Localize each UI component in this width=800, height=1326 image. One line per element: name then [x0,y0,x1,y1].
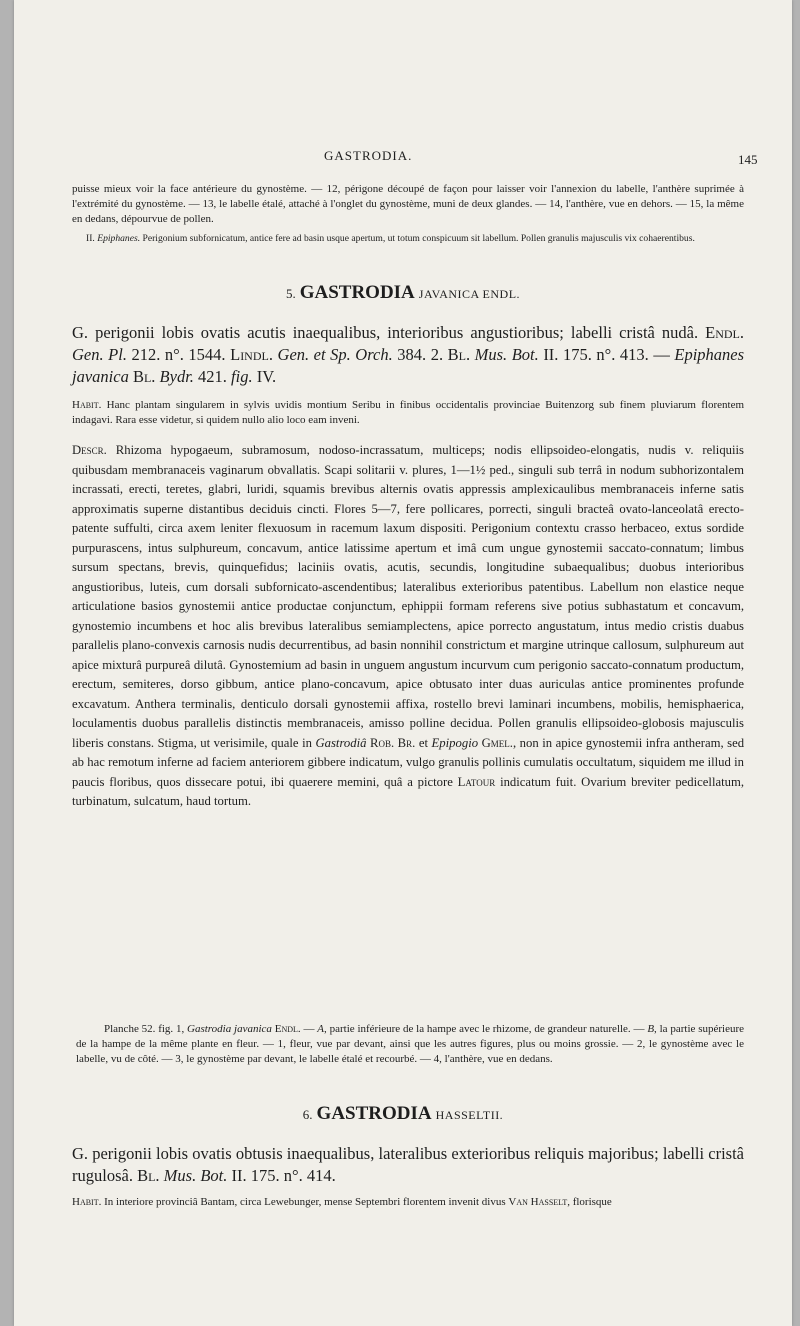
ref-cite-bl: II. 175. n°. 413. — [543,345,670,364]
description-author-rob-br: Rob. Br. [370,735,416,750]
synonym-cite: 421. [198,367,227,386]
plate-author: Endl. [274,1023,301,1035]
note-text: Perigonium subfornicatum, antice fere ad basin usque apertum, ut totum conspicuum sit labellum. Pollen granulis majusculis vix cohaerentibus. [142,233,695,244]
note-genus-name: Epiphanes. [97,233,141,244]
ref-work-bl: Mus. Bot. [474,345,539,364]
ref-cite-endl: 212. n°. 1544. [131,345,226,364]
note-epiphanes [86,232,736,245]
synonym-author: Bl. [132,367,156,386]
species-genus: GASTRODIA [299,282,415,303]
description-et: et [418,735,429,750]
synonym-fig-number: IV. [256,367,277,386]
ref-author-endl: Endl. [705,323,744,342]
species-epithet: HASSELTII. [435,1108,504,1122]
description-label: Descr. [72,443,107,457]
habitat-javanica [72,398,744,428]
book-page [14,0,792,1326]
plate-figure-a: A [317,1023,325,1035]
habitat-label: Habit. [72,399,102,411]
ref-work-bl: Mus. Bot. [163,1166,228,1185]
diagnosis-text: G. perigonii lobis ovatis acutis inaequalibus, interioribus angustioribus; labelli cristâ nudâ. [72,323,699,342]
description-painter: Latour [457,774,496,789]
collector-name: Van Hasselt [508,1196,568,1208]
species-genus: GASTRODIA [316,1103,432,1124]
synonym-work: Bydr. [159,367,194,386]
plate-figure-b: B [647,1023,655,1035]
habitat-text: In interiore provinciâ Bantam, circa Lewebunger, mense Septembri florentem invenit divus [104,1196,506,1208]
diagnosis-hasseltii [72,1143,744,1187]
habitat-text: Hanc plantam singularem in sylvis uvidis montium Seribu in finibus occidentalis provinciae Buitenzorg sub finem pluviarum florentem indagavi. Rara esse videtur, si quidem nullo alio loco eam inveni. [72,399,745,426]
habitat-hasseltii [72,1195,744,1210]
diagnosis-text: G. perigonii lobis ovatis obtusis inaequalibus, lateralibus exterioribus reliquis majoribus; labelli cristâ rugulosâ. [72,1144,744,1185]
ref-work-lindl: Gen. et Sp. Orch. [277,345,393,364]
species-heading-hasseltii [14,1103,792,1125]
plate-legend-continued [72,182,744,227]
diagnosis-javanica [72,322,744,388]
species-epithet: JAVANICA ENDL. [418,287,521,301]
species-number: 6. [302,1107,313,1122]
plate-text-a: , partie inférieure de la hampe avec le rhizome, de grandeur naturelle. — [324,1023,645,1035]
page-number: 145 [738,152,758,167]
ref-author-bl: Bl. [447,345,471,364]
plate-lead: Planche 52. fig. 1, [104,1023,185,1035]
habitat-label: Habit. [72,1196,102,1208]
description-text-3: indicatum fuit. Ovarium breviter pedicellatum, turbinatum, sulcatum, haud tortum. [72,774,745,808]
ref-cite-lindl: 384. 2. [397,345,444,364]
description-genus-gastrodia: Gastrodiâ [315,735,367,750]
description-javanica [72,441,744,812]
plate-dash: — [303,1023,315,1035]
species-heading-javanica [14,282,792,304]
plate-legend-text: puisse mieux voir la face antérieure du gynostème. — 12, périgone découpé de façon pour laisser voir l'annexion du labelle, l'anthère suprimée à l'extrémité du gynostème. — 13, le labelle étalé, attaché à l'onglet du gynostème, muni de deux glandes. — 14, l'anthère, vue en dehors. — 15, la même en dedans, dépourvue de pollen. [72,183,744,225]
species-number: 5. [285,286,296,301]
ref-author-lindl: Lindl. [230,345,273,364]
description-text-2: , non in apice gynostemii infra antheram, sed ab hac remotum inferne ad faciem anteriorem gibbere indicatum, vulgo granulis pollinis cumulatis occultatum, siquidem me illud in paucis floribus, quos dissecare potui, ibi quaerere memini, quâ a pictore [72,735,745,789]
description-genus-epipogio: Epipogio [431,735,479,750]
plate-species-name: Gastrodia javanica [187,1023,272,1035]
plate-text-b: , la partie supérieure de la hampe de la même plante en fleur. — 1, fleur, vue par devant, ainsi que les autres figures, plus ou moins grossie. — 2, le gynostème avec le labelle, vu de côté. — 3, le gynostème par devant, le labelle étalé et recourbé. — 4, l'anthère, vue en dedans. [76,1023,745,1065]
description-author-gmel: Gmel. [481,735,513,750]
ref-work-endl: Gen. Pl. [72,345,127,364]
description-text-1: Rhizoma hypogaeum, subramosum, nodoso-incrassatum, multiceps; nodis ellipsoideo-elongatis, nudis v. reliquiis quibusdam membranaceis vaginarum obvallatis. Scapi solitarii v. plures, 1—1½ ped., singuli sub terrâ in nodum subhorizontalem incrassati, erecti, teretes, glabri, luridi, squamis brevibus alternis ovatis appressis amplexicaulibus membranaceis inferne satis approximatis superne distantibus deciduis cincti. Flores 5—7, fere pollicares, porrecti, singuli bracteâ ovato-lanceolatâ erecto-patente suffulti, circa axem leniter flexuosum in racemum laxum dispositi. Perigonium contextu crasso herbaceo, extus sordide purpurascens, intus sulphureum, concavum, antice latissime apertum et imâ cum ungue gynostemii saccato-connatum; limbus sursum spectans, brevis, quinquefidus; laciniis ovatis, acutis, secundis, longitudine subaequalibus; duobus interioribus angustioribus, luteis, cum dorsali subfornicato-ascendentibus; lateralibus exterioribus patentibus. Labellum non elastice neque articulatione basios gynostemii antice productae conjunctum, ephippii formam referens sive potius subhastatum et concavum, gynostemio incumbens et hoc alis brevibus lateralibus semiamplectens, apice porrecto angustatum, intus medio cristis duabus parallelis plano-convexis carnosis nudis decurrentibus, ad basin nonnihil constrictum et margine utrinque callosum, sulphureum aut apice mixturâ purpureâ dilutâ. Gynostemium ad basin in unguem angustum incurvum cum perigonio saccato-connatum productum, erectum, semiteres, dorso gibbum, antice plano-concavum, apice obtusato inter duas auriculas antice prominentes profunde excavatum. Anthera terminalis, denticulo dorsali gynostemii affixa, rostello brevi laminari incumbens, mobilis, hemisphaerica, loculamentis duobus parallelis distinctis membranaceis, amisso polline decidua. Pollen granulis ellipsoideo-globosis majusculis liberis constans. Stigma, ut verisimile, quale in [72,443,744,750]
ref-author-bl: Bl. [137,1166,160,1185]
synonym-fig-label: fig. [231,367,253,386]
note-number: II. [86,233,95,244]
running-title: GASTRODIA. [324,148,413,163]
habitat-text-end: , florisque [567,1196,612,1208]
ref-cite-bl: II. 175. n°. 414. [231,1166,336,1185]
plate-legend-javanica [76,1022,744,1067]
synonym-name: Epiphanes javanica [72,345,745,386]
